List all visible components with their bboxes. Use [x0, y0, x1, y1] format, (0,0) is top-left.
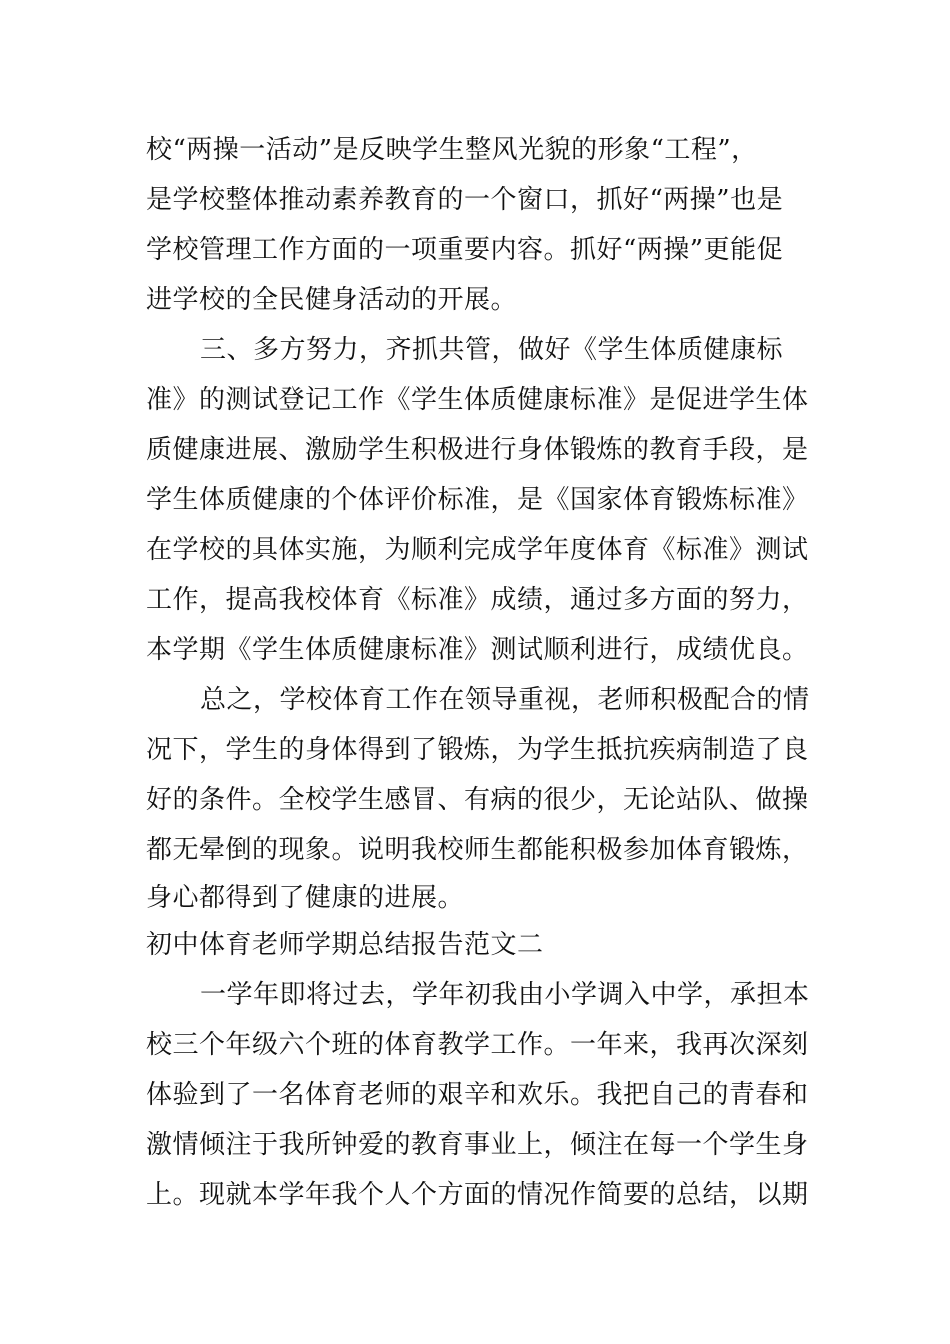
text-line: 一学年即将过去，学年初我由小学调入中学，承担本 [200, 980, 810, 1010]
text-line: 身心都得到了健康的进展。 [146, 883, 465, 913]
text-line: 校三个年级六个班的体育教学工作。一年来，我再次深刻 [146, 1030, 809, 1060]
text-line: 都无晕倒的现象。说明我校师生都能积极参加体育锻炼， [146, 835, 809, 865]
text-line: 准》的测试登记工作《学生体质健康标准》是促进学生体 [146, 385, 809, 415]
text-line: 激情倾注于我所钟爱的教育事业上，倾注在每一个学生身 [146, 1130, 809, 1160]
text-line: 学生体质健康的个体评价标准，是《国家体育锻炼标准》 [146, 485, 809, 515]
text-line: 总之，学校体育工作在领导重视，老师积极配合的情 [200, 685, 810, 715]
text-line: 本学期《学生体质健康标准》测试顺利进行，成绩优良。 [146, 635, 809, 665]
text-line: 况下，学生的身体得到了锻炼，为学生抵抗疾病制造了良 [146, 735, 809, 765]
text-line: 是学校整体推动素养教育的一个窗口，抓好“两操”也是 [146, 185, 784, 215]
text-line: 进学校的全民健身活动的开展。 [146, 285, 518, 315]
text-line: 工作，提高我校体育《标准》成绩，通过多方面的努力， [146, 585, 809, 615]
text-line: 学校管理工作方面的一项重要内容。抓好“两操”更能促 [146, 235, 784, 265]
text-line: 在学校的具体实施，为顺利完成学年度体育《标准》测试 [146, 535, 809, 565]
text-line: 质健康进展、激励学生积极进行身体锻炼的教育手段，是 [146, 435, 809, 465]
text-line: 体验到了一名体育老师的艰辛和欢乐。我把自己的青春和 [146, 1080, 809, 1110]
text-line: 好的条件。全校学生感冒、有病的很少，无论站队、做操 [146, 785, 809, 815]
text-line: 上。现就本学年我个人个方面的情况作简要的总结，以期 [146, 1180, 809, 1210]
heading-line: 初中体育老师学期总结报告范文二 [146, 930, 544, 960]
text-line: 校“两操一活动”是反映学生整风光貌的形象“工程”， [146, 135, 758, 165]
text-line: 三、多方努力，齐抓共管，做好《学生体质健康标 [200, 335, 784, 365]
